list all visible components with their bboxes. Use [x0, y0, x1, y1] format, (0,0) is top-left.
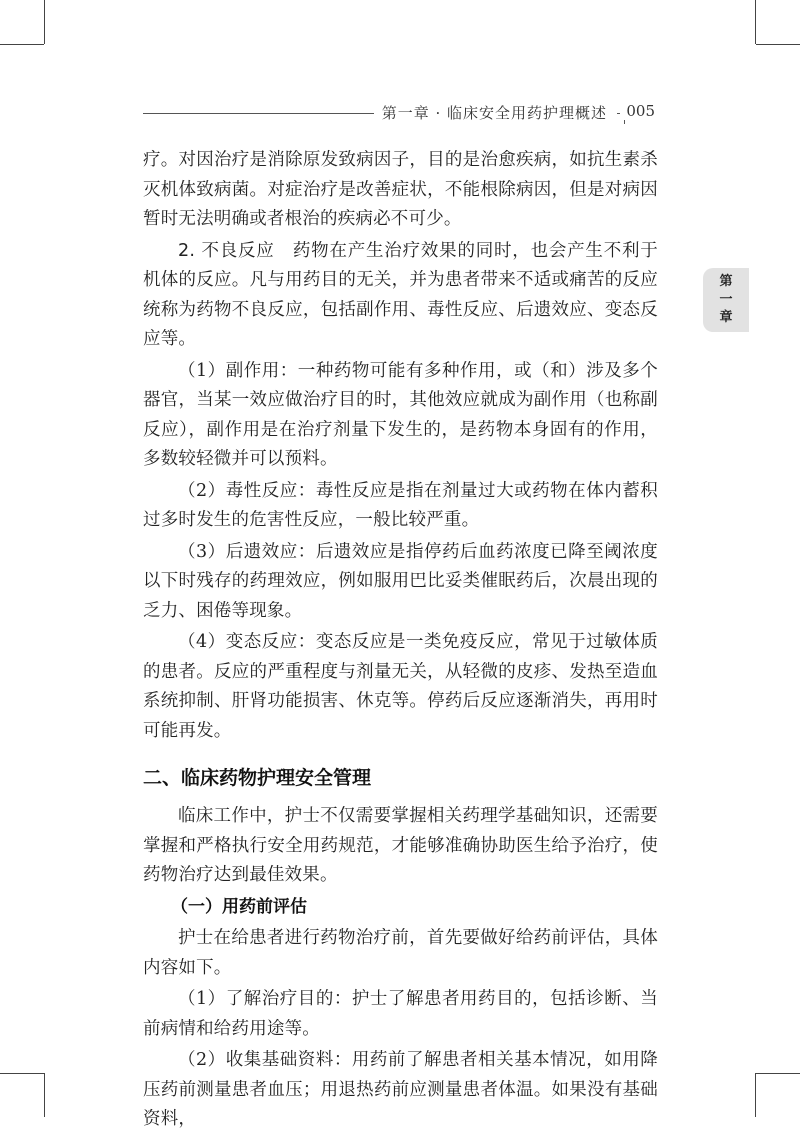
chapter-tab-line2: 一 — [719, 292, 733, 307]
crop-mark-top-right-h — [756, 44, 800, 45]
page-number: 005 — [620, 102, 655, 120]
crop-mark-top-right-v — [755, 0, 756, 44]
crop-mark-bottom-left-h — [0, 1073, 44, 1074]
running-header — [143, 100, 655, 128]
paragraph-allergic-reaction: （4）变态反应：变态反应是一类免疫反应，常见于过敏体质的患者。反应的严重程度与剂量无关，从轻微的皮疹、发热至造血系统抑制、肝肾功能损害、休克等。停药后反应逐渐消失，再用时可能再发。 — [143, 632, 658, 741]
paragraph-side-effects: （1）副作用：一种药物可能有多种作用，或（和）涉及多个器官，当某一效应做治疗目的时，其他效应就成为副作用（也称副反应），副作用是在治疗剂量下发生的，是药物本身固有的作用，多数较轻微并可以预料。 — [143, 360, 658, 469]
paragraph-adverse-reactions — [143, 237, 658, 355]
paragraph-treatment-purpose: （1）了解治疗目的：护士了解患者用药目的，包括诊断、当前病情和给药用途等。 — [143, 989, 658, 1039]
paragraph-clinical-work: 临床工作中，护士不仅需要掌握相关药理学基础知识，还需要掌握和严格执行安全用药规范，才能够准确协助医生给予治疗，使药物治疗达到最佳效果。 — [143, 806, 658, 885]
adverse-reactions-text: 药物在产生治疗效果的同时，也会产生不利于机体的反应。凡与用药目的无关，并为患者带来不适或痛苦的反应统称为药物不良反应，包括副作用、毒性反应、后遗效应、变态反应等。 — [143, 240, 658, 349]
crop-mark-bottom-right-v — [755, 1073, 756, 1117]
crop-mark-bottom-left-v — [44, 1073, 45, 1117]
term-adverse-reactions: 2. 不良反应 — [178, 240, 275, 261]
chapter-tab-line1: 第 — [719, 274, 733, 289]
section-title: 二、临床药物护理安全管理 — [143, 767, 372, 789]
paragraph-pre-assessment: 护士在给患者进行药物治疗前，首先要做好给药前评估，具体内容如下。 — [143, 928, 658, 978]
paragraph-therapy: 疗。对因治疗是消除原发致病因子，目的是治愈疾病，如抗生素杀灭机体致病菌。对症治疗是改善症状，不能根除病因，但是对病因暂时无法明确或者根治的疾病必不可少。 — [143, 150, 658, 229]
crop-mark-top-left-v — [44, 0, 45, 44]
paragraph-residual-effect: （3）后遗效应：后遗效应是指停药后血药浓度已降至阈浓度以下时残存的药理效应，例如服用巴比妥类催眠药后，次晨出现的乏力、困倦等现象。 — [143, 541, 658, 621]
paragraph-toxic-reaction: （2）毒性反应：毒性反应是指在剂量过大或药物在体内蓄积过多时发生的危害性反应，一般比较严重。 — [143, 480, 658, 530]
crop-mark-bottom-right-h — [756, 1073, 800, 1074]
chapter-tab-line3: 章 — [719, 310, 733, 325]
page-body — [143, 146, 658, 1137]
chapter-tab — [703, 268, 749, 332]
subsection-title: （一）用药前评估 — [171, 896, 307, 917]
paragraph-basic-data: （2）收集基础资料：用药前了解患者相关基本情况，如用降压药前测量患者血压；用退热药前应测量患者体温。如果没有基础资料， — [143, 1050, 658, 1129]
header-title: 第一章 · 临床安全用药护理概述 — [374, 102, 617, 123]
crop-mark-top-left-h — [0, 44, 44, 45]
